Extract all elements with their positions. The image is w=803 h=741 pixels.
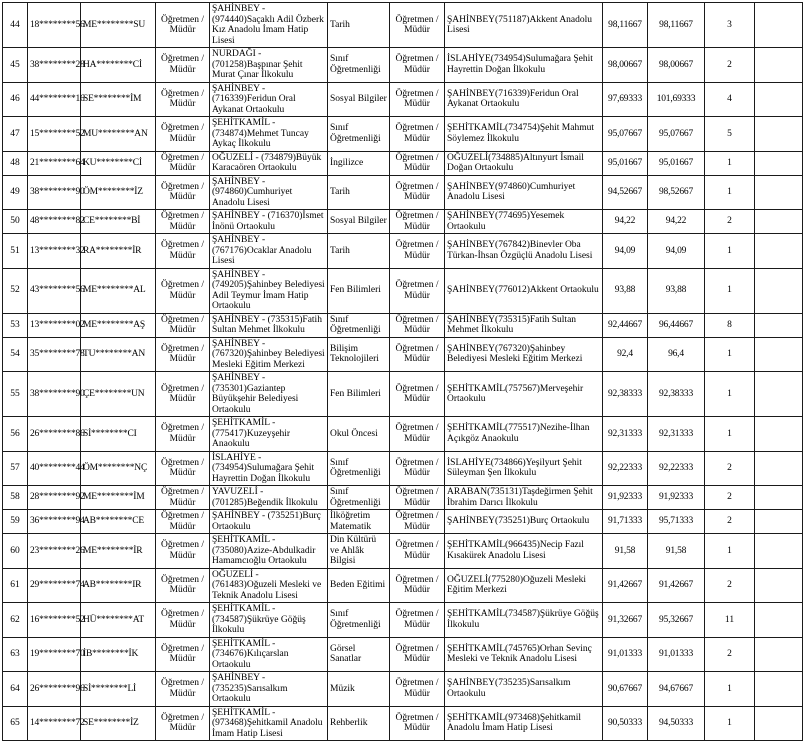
empty-cell [755,486,803,510]
role-from-cell: Öğretmen / Müdür [156,486,210,510]
role-from-cell: Öğretmen / Müdür [156,637,210,672]
school-from-cell: ŞAHİNBEY - (767320)Şahinbey Belediyesi Mesleki Eğitim Merkezi [210,337,328,372]
role-from-cell: Öğretmen / Müdür [156,3,210,48]
empty-cell [755,568,803,603]
masked-id-cell: 13********32 [28,234,81,269]
count-cell: 2 [705,48,755,83]
role-from-cell: Öğretmen / Müdür [156,234,210,269]
role-from-cell: Öğretmen / Müdür [156,603,210,638]
row-number-cell: 63 [3,637,28,672]
school-to-cell: ŞAHİNBEY(716339)Feridun Oral Aykanat Ortaokulu [445,82,603,117]
score-current-cell: 94,52667 [603,175,648,210]
role-to-cell: Öğretmen / Müdür [390,268,445,313]
masked-id-cell: 43********56 [28,268,81,313]
role-from-cell: Öğretmen / Müdür [156,706,210,741]
table-row [3,337,803,372]
table-row [3,637,803,672]
masked-id-cell: 14********72 [28,706,81,741]
empty-cell [755,48,803,83]
school-to-cell: ŞAHİNBEY(767842)Binevler Oba Türkan-İhsan Özgüçlü Anadolu Lisesi [445,234,603,269]
branch-cell: Din Kültürü ve Ahlâk Bilgisi [328,534,390,569]
school-from-cell: ŞAHİNBEY - (767176)Ocaklar Anadolu Lisesi [210,234,328,269]
teacher-assignment-table [2,2,803,741]
table-row [3,175,803,210]
role-to-cell: Öğretmen / Müdür [390,175,445,210]
school-to-cell: OĞUZELİ(734885)Altınyurt İsmail Doğan Ortaokulu [445,151,603,175]
table-row [3,268,803,313]
count-cell: 2 [705,486,755,510]
school-to-cell: ŞAHİNBEY(974860)Cumhuriyet Anadolu Lisesi [445,175,603,210]
table-row [3,603,803,638]
score-current-cell: 90,67667 [603,672,648,707]
count-cell: 3 [705,3,755,48]
masked-name-cell: ÖM********NÇ [81,451,156,486]
school-to-cell: OĞUZELİ(775280)Oğuzeli Mesleki Eğitim Merkezi [445,568,603,603]
branch-cell: İngilizce [328,151,390,175]
table-row [3,417,803,452]
school-to-cell: ARABAN(735131)Taşdeğirmen Şehit İbrahim Darıcı İlkokulu [445,486,603,510]
branch-cell: Tarih [328,175,390,210]
count-cell: 2 [705,210,755,234]
school-from-cell: ŞAHİNBEY - (716339)Feridun Oral Aykanat Ortaokulu [210,82,328,117]
masked-id-cell: 44********16 [28,82,81,117]
empty-cell [755,534,803,569]
score-current-cell: 93,88 [603,268,648,313]
score-current-cell: 98,11667 [603,3,648,48]
role-from-cell: Öğretmen / Müdür [156,510,210,534]
score-total-cell: 94,09 [648,234,705,269]
masked-name-cell: ME********SU [81,3,156,48]
masked-id-cell: 16********52 [28,603,81,638]
school-from-cell: ŞEHİTKAMİL - (735080)Azize-Abdulkadir Hamamcıoğlu Ortaokulu [210,534,328,569]
row-number-cell: 61 [3,568,28,603]
role-to-cell: Öğretmen / Müdür [390,637,445,672]
school-to-cell: ŞEHİTKAMİL(757567)Merveşehir Ortaokulu [445,372,603,417]
masked-name-cell: İB********İK [81,637,156,672]
school-from-cell: NURDAĞI - (701258)Başpınar Şehit Murat Çınar İlkokulu [210,48,328,83]
role-from-cell: Öğretmen / Müdür [156,568,210,603]
role-from-cell: Öğretmen / Müdür [156,210,210,234]
role-to-cell: Öğretmen / Müdür [390,234,445,269]
row-number-cell: 45 [3,48,28,83]
table-body [3,3,803,741]
branch-cell: Fen Bilimleri [328,372,390,417]
role-from-cell: Öğretmen / Müdür [156,534,210,569]
count-cell: 2 [705,568,755,603]
role-to-cell: Öğretmen / Müdür [390,451,445,486]
masked-id-cell: 26********96 [28,672,81,707]
score-current-cell: 91,32667 [603,603,648,638]
masked-id-cell: 15********52 [28,117,81,152]
role-from-cell: Öğretmen / Müdür [156,268,210,313]
role-to-cell: Öğretmen / Müdür [390,117,445,152]
score-total-cell: 91,42667 [648,568,705,603]
masked-name-cell: HÜ********AT [81,603,156,638]
branch-cell: Sınıf Öğretmenliği [328,451,390,486]
masked-id-cell: 48********82 [28,210,81,234]
empty-cell [755,706,803,741]
count-cell: 4 [705,82,755,117]
score-current-cell: 91,71333 [603,510,648,534]
school-from-cell: ŞEHİTKAMİL - (973468)Şehitkamil Anadolu İmam Hatip Lisesi [210,706,328,741]
school-to-cell: ŞAHİNBEY(735235)Sarısalkım Ortaokulu [445,672,603,707]
empty-cell [755,210,803,234]
masked-name-cell: RA********İR [81,234,156,269]
table-row [3,510,803,534]
role-to-cell: Öğretmen / Müdür [390,706,445,741]
score-total-cell: 95,32667 [648,603,705,638]
count-cell: 1 [705,175,755,210]
table-row [3,534,803,569]
school-to-cell: ŞEHİTKAMİL(775517)Nezihe-İlhan Açıkgöz Anaokulu [445,417,603,452]
count-cell: 1 [705,534,755,569]
row-number-cell: 49 [3,175,28,210]
count-cell: 1 [705,417,755,452]
branch-cell: Rehberlik [328,706,390,741]
empty-cell [755,510,803,534]
masked-id-cell: 36********94 [28,510,81,534]
count-cell: 1 [705,706,755,741]
branch-cell: Sosyal Bilgiler [328,210,390,234]
branch-cell: Sınıf Öğretmenliği [328,486,390,510]
school-to-cell: ŞAHİNBEY(735315)Fatih Sultan Mehmet İlkokulu [445,313,603,337]
branch-cell: Sınıf Öğretmenliği [328,48,390,83]
count-cell: 1 [705,372,755,417]
school-to-cell: ŞAHİNBEY(735251)Burç Ortaokulu [445,510,603,534]
school-from-cell: ŞEHİTKAMİL - (734874)Mehmet Tuncay Aykaç İlkokulu [210,117,328,152]
school-to-cell: İSLAHİYE(734866)Yeşilyurt Şehit Süleyman Şen İlkokulu [445,451,603,486]
row-number-cell: 48 [3,151,28,175]
role-to-cell: Öğretmen / Müdür [390,151,445,175]
row-number-cell: 64 [3,672,28,707]
score-current-cell: 95,07667 [603,117,648,152]
table-row [3,313,803,337]
masked-id-cell: 13********02 [28,313,81,337]
school-to-cell: ŞEHİTKAMİL(734587)Şükrüye Göğüş İlkokulu [445,603,603,638]
table-row [3,210,803,234]
empty-cell [755,337,803,372]
empty-cell [755,417,803,452]
score-total-cell: 91,01333 [648,637,705,672]
masked-name-cell: SE********İM [81,82,156,117]
masked-name-cell: Sİ********Lİ [81,672,156,707]
branch-cell: Sosyal Bilgiler [328,82,390,117]
row-number-cell: 50 [3,210,28,234]
masked-id-cell: 23********26 [28,534,81,569]
role-from-cell: Öğretmen / Müdür [156,451,210,486]
role-to-cell: Öğretmen / Müdür [390,210,445,234]
empty-cell [755,82,803,117]
row-number-cell: 60 [3,534,28,569]
masked-name-cell: MU********AN [81,117,156,152]
school-to-cell: ŞEHİTKAMİL(734754)Şehit Mahmut Söylemez İlkokulu [445,117,603,152]
score-total-cell: 92,38333 [648,372,705,417]
masked-name-cell: HA********Cİ [81,48,156,83]
school-from-cell: YAVUZELİ - (701285)Beğendik İlkokulu [210,486,328,510]
score-current-cell: 92,4 [603,337,648,372]
school-from-cell: ŞEHİTKAMİL - (734587)Şükrüye Göğüş İlkokulu [210,603,328,638]
school-to-cell: ŞEHİTKAMİL(966435)Necip Fazıl Kısakürek Anadolu Lisesi [445,534,603,569]
table-row [3,568,803,603]
empty-cell [755,451,803,486]
masked-id-cell: 38********28 [28,48,81,83]
school-to-cell: İSLAHİYE(734954)Sulumağara Şehit Hayrettin Doğan İlkokulu [445,48,603,83]
score-total-cell: 94,67667 [648,672,705,707]
role-from-cell: Öğretmen / Müdür [156,672,210,707]
count-cell: 2 [705,637,755,672]
school-to-cell: ŞAHİNBEY(776012)Akkent Ortaokulu [445,268,603,313]
table-row [3,451,803,486]
school-from-cell: ŞAHİNBEY - (735315)Fatih Sultan Mehmet İlkokulu [210,313,328,337]
score-total-cell: 94,22 [648,210,705,234]
role-to-cell: Öğretmen / Müdür [390,486,445,510]
role-from-cell: Öğretmen / Müdür [156,175,210,210]
score-current-cell: 90,50333 [603,706,648,741]
table-row [3,151,803,175]
row-number-cell: 56 [3,417,28,452]
school-from-cell: OĞUZELİ - (761483)Oğuzeli Mesleki ve Teknik Anadolu Lisesi [210,568,328,603]
role-from-cell: Öğretmen / Müdür [156,313,210,337]
score-total-cell: 91,58 [648,534,705,569]
masked-name-cell: ME********AŞ [81,313,156,337]
branch-cell: İlköğretim Matematik [328,510,390,534]
school-to-cell: ŞAHİNBEY(751187)Akkent Anadolu Lisesi [445,3,603,48]
table-row [3,117,803,152]
score-total-cell: 92,31333 [648,417,705,452]
role-from-cell: Öğretmen / Müdür [156,417,210,452]
score-total-cell: 95,07667 [648,117,705,152]
table-row [3,706,803,741]
score-current-cell: 94,09 [603,234,648,269]
school-from-cell: İSLAHİYE - (734954)Sulumağara Şehit Hayrettin Doğan İlkokulu [210,451,328,486]
branch-cell: Sınıf Öğretmenliği [328,117,390,152]
empty-cell [755,672,803,707]
row-number-cell: 53 [3,313,28,337]
school-from-cell: ŞEHİTKAMİL - (775417)Kuzeyşehir Anaokulu [210,417,328,452]
score-total-cell: 92,22333 [648,451,705,486]
row-number-cell: 65 [3,706,28,741]
masked-id-cell: 26********86 [28,417,81,452]
score-current-cell: 95,01667 [603,151,648,175]
count-cell: 2 [705,451,755,486]
masked-name-cell: ÇE********UN [81,372,156,417]
empty-cell [755,151,803,175]
row-number-cell: 47 [3,117,28,152]
masked-id-cell: 40********44 [28,451,81,486]
score-total-cell: 98,11667 [648,3,705,48]
masked-id-cell: 18********56 [28,3,81,48]
row-number-cell: 46 [3,82,28,117]
branch-cell: Tarih [328,3,390,48]
empty-cell [755,268,803,313]
score-current-cell: 91,42667 [603,568,648,603]
masked-name-cell: AB********IR [81,568,156,603]
score-current-cell: 92,38333 [603,372,648,417]
role-to-cell: Öğretmen / Müdür [390,372,445,417]
school-to-cell: ŞAHİNBEY(774695)Yesemek Ortaokulu [445,210,603,234]
masked-id-cell: 29********74 [28,568,81,603]
table-row [3,486,803,510]
score-current-cell: 94,22 [603,210,648,234]
role-to-cell: Öğretmen / Müdür [390,603,445,638]
masked-name-cell: KU********Cİ [81,151,156,175]
role-from-cell: Öğretmen / Müdür [156,337,210,372]
score-current-cell: 92,44667 [603,313,648,337]
score-current-cell: 92,22333 [603,451,648,486]
school-from-cell: ŞEHİTKAMİL - (734676)Kılıçarslan Ortaokulu [210,637,328,672]
score-total-cell: 95,71333 [648,510,705,534]
table-row [3,82,803,117]
school-from-cell: ŞAHİNBEY - (735251)Burç Ortaokulu [210,510,328,534]
masked-name-cell: SE********İZ [81,706,156,741]
empty-cell [755,313,803,337]
count-cell: 2 [705,510,755,534]
role-to-cell: Öğretmen / Müdür [390,337,445,372]
count-cell: 5 [705,117,755,152]
branch-cell: Okul Öncesi [328,417,390,452]
empty-cell [755,175,803,210]
role-from-cell: Öğretmen / Müdür [156,151,210,175]
school-to-cell: ŞEHİTKAMİL(745765)Orhan Sevinç Mesleki ve Teknik Anadolu Lisesi [445,637,603,672]
empty-cell [755,234,803,269]
score-current-cell: 91,92333 [603,486,648,510]
row-number-cell: 55 [3,372,28,417]
masked-name-cell: ME********İM [81,486,156,510]
role-to-cell: Öğretmen / Müdür [390,82,445,117]
row-number-cell: 52 [3,268,28,313]
school-to-cell: ŞEHİTKAMİL(973468)Şehitkamil Anadolu İmam Hatip Lisesi [445,706,603,741]
school-from-cell: ŞAHİNBEY - (716370)İsmet İnönü Ortaokulu [210,210,328,234]
role-to-cell: Öğretmen / Müdür [390,510,445,534]
table-row [3,372,803,417]
role-from-cell: Öğretmen / Müdür [156,82,210,117]
score-total-cell: 96,4 [648,337,705,372]
score-total-cell: 101,69333 [648,82,705,117]
row-number-cell: 57 [3,451,28,486]
table-row [3,3,803,48]
masked-id-cell: 28********92 [28,486,81,510]
role-to-cell: Öğretmen / Müdür [390,48,445,83]
role-to-cell: Öğretmen / Müdür [390,313,445,337]
school-from-cell: ŞAHİNBEY - (735301)Gaziantep Büyükşehir Belediyesi Ortaokulu [210,372,328,417]
score-current-cell: 91,58 [603,534,648,569]
masked-id-cell: 21********64 [28,151,81,175]
row-number-cell: 58 [3,486,28,510]
school-from-cell: ŞAHİNBEY - (735235)Sarısalkım Ortaokulu [210,672,328,707]
empty-cell [755,117,803,152]
role-from-cell: Öğretmen / Müdür [156,372,210,417]
table-row [3,48,803,83]
role-to-cell: Öğretmen / Müdür [390,534,445,569]
role-to-cell: Öğretmen / Müdür [390,568,445,603]
branch-cell: Görsel Sanatlar [328,637,390,672]
school-from-cell: ŞAHİNBEY - (974860)Cumhuriyet Anadolu Lisesi [210,175,328,210]
count-cell: 1 [705,151,755,175]
role-to-cell: Öğretmen / Müdür [390,3,445,48]
school-from-cell: OĞUZELİ - (734879)Büyük Karacaören Ortaokulu [210,151,328,175]
masked-id-cell: 19********70 [28,637,81,672]
count-cell: 1 [705,337,755,372]
branch-cell: Sınıf Öğretmenliği [328,603,390,638]
branch-cell: Beden Eğitimi [328,568,390,603]
score-total-cell: 96,44667 [648,313,705,337]
count-cell: 11 [705,603,755,638]
role-from-cell: Öğretmen / Müdür [156,48,210,83]
branch-cell: Bilişim Teknolojileri [328,337,390,372]
row-number-cell: 54 [3,337,28,372]
score-total-cell: 95,01667 [648,151,705,175]
score-current-cell: 98,00667 [603,48,648,83]
branch-cell: Fen Bilimleri [328,268,390,313]
masked-name-cell: CE********Bİ [81,210,156,234]
masked-id-cell: 38********90 [28,372,81,417]
score-total-cell: 98,52667 [648,175,705,210]
score-current-cell: 91,01333 [603,637,648,672]
score-current-cell: 97,69333 [603,82,648,117]
branch-cell: Sınıf Öğretmenliği [328,313,390,337]
masked-name-cell: Sİ********CI [81,417,156,452]
masked-id-cell: 35********78 [28,337,81,372]
count-cell: 8 [705,313,755,337]
count-cell: 1 [705,672,755,707]
score-current-cell: 92,31333 [603,417,648,452]
masked-name-cell: ME********İR [81,534,156,569]
score-total-cell: 94,50333 [648,706,705,741]
row-number-cell: 44 [3,3,28,48]
count-cell: 1 [705,234,755,269]
masked-name-cell: ME********AL [81,268,156,313]
empty-cell [755,372,803,417]
score-total-cell: 98,00667 [648,48,705,83]
empty-cell [755,603,803,638]
school-from-cell: ŞAHİNBEY - (749205)Şahinbey Belediyesi Adil Teymur İmam Hatip Ortaokulu [210,268,328,313]
masked-name-cell: AB********CE [81,510,156,534]
row-number-cell: 62 [3,603,28,638]
empty-cell [755,637,803,672]
school-to-cell: ŞAHİNBEY(767320)Şahinbey Belediyesi Mesleki Eğitim Merkezi [445,337,603,372]
table-row [3,672,803,707]
score-total-cell: 91,92333 [648,486,705,510]
school-from-cell: ŞAHİNBEY - (974440)Saçaklı Adil Özberk Kız Anadolu İmam Hatip Lisesi [210,3,328,48]
branch-cell: Tarih [328,234,390,269]
empty-cell [755,3,803,48]
row-number-cell: 59 [3,510,28,534]
table-row [3,234,803,269]
masked-name-cell: TU********AN [81,337,156,372]
role-to-cell: Öğretmen / Müdür [390,417,445,452]
role-from-cell: Öğretmen / Müdür [156,117,210,152]
count-cell: 1 [705,268,755,313]
role-to-cell: Öğretmen / Müdür [390,672,445,707]
row-number-cell: 51 [3,234,28,269]
score-total-cell: 93,88 [648,268,705,313]
masked-name-cell: ÖM********İZ [81,175,156,210]
masked-id-cell: 38********90 [28,175,81,210]
branch-cell: Müzik [328,672,390,707]
